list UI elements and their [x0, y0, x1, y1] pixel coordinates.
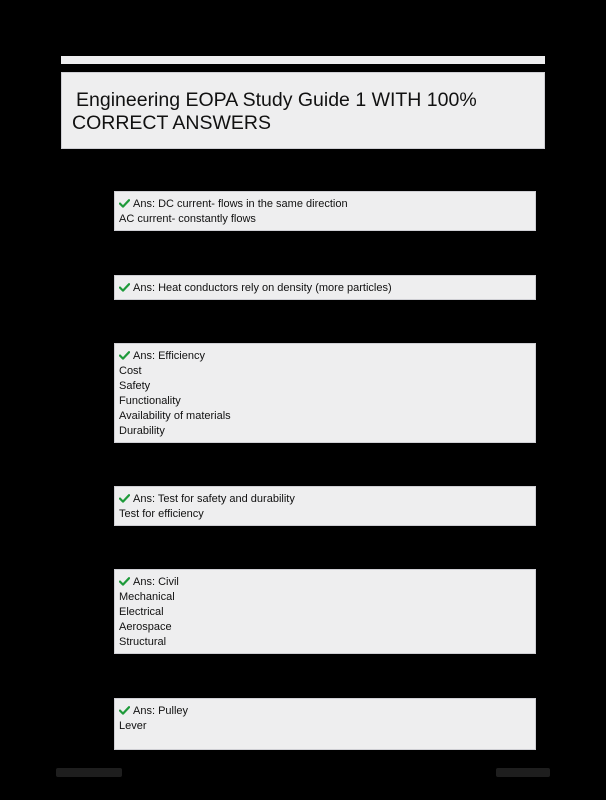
answer-line [119, 704, 531, 719]
answer-box-6 [114, 698, 536, 750]
answer-box-4 [114, 486, 536, 526]
answer-text: Mechanical [119, 591, 175, 603]
answer-prefix: Ans: [133, 198, 156, 210]
answer-prefix: Ans: [133, 350, 156, 362]
document-title [72, 89, 532, 135]
footer-page-number [496, 768, 550, 777]
answer-text: Lever [119, 720, 147, 732]
answer-text: Functionality [119, 395, 181, 407]
answer-text: Civil [158, 576, 179, 588]
answer-prefix: Ans: [133, 576, 156, 588]
answer-box-1 [114, 191, 536, 231]
top-rule [61, 56, 545, 64]
answer-text: Efficiency [158, 350, 205, 362]
answer-text: Durability [119, 425, 165, 437]
answer-text: AC current- constantly flows [119, 213, 256, 225]
answer-line [119, 281, 531, 296]
footer-watermark [56, 768, 122, 777]
answer-text: Cost [119, 365, 142, 377]
answer-text: Structural [119, 636, 167, 648]
check-icon [119, 577, 130, 586]
answer-text: Test for safety and durability [157, 493, 295, 505]
answer-text: DC current- flows in the same direction [158, 198, 348, 210]
check-icon [119, 199, 130, 208]
answer-prefix: Ans: [133, 705, 156, 717]
title-box [61, 72, 545, 149]
check-icon [119, 494, 130, 503]
answer-box-5 [114, 569, 536, 654]
answer-prefix: Ans: [133, 493, 156, 505]
answer-text: Pulley [158, 705, 189, 717]
answer-text: Aerospace [119, 621, 172, 633]
answer-line [119, 349, 531, 364]
check-icon [119, 351, 130, 360]
check-icon [119, 283, 130, 292]
document-title-line-2: CORRECT ANSWERS [72, 112, 271, 134]
answer-line [119, 197, 531, 212]
answer-text: Availability of materials [119, 410, 231, 422]
document-title-line-1: Engineering EOPA Study Guide 1 WITH 100% [76, 89, 477, 111]
check-icon [119, 706, 130, 715]
answer-box-3 [114, 343, 536, 443]
answer-prefix: Ans: [133, 282, 156, 294]
answer-text: Electrical [119, 606, 164, 618]
answer-text: Heat conductors rely on density (more particles) [158, 282, 392, 294]
answer-line [119, 492, 531, 507]
answer-box-2 [114, 275, 536, 300]
answer-text: Safety [119, 380, 151, 392]
answer-text: Test for efficiency [119, 508, 204, 520]
answer-line [119, 575, 531, 590]
